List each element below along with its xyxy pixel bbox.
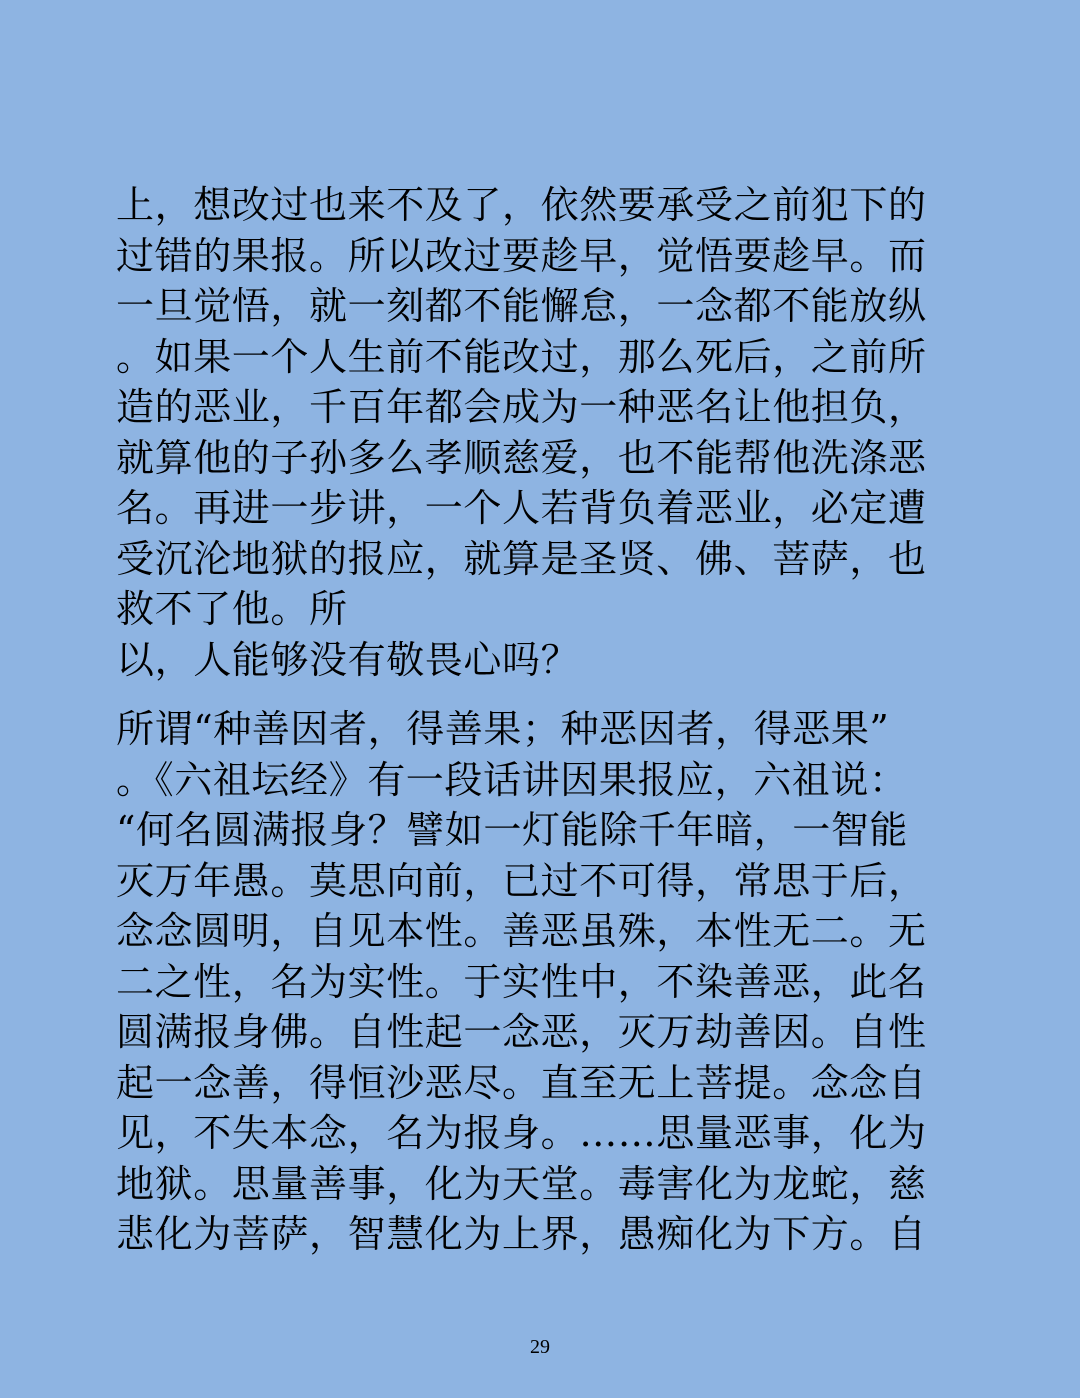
text-line: 上，想改过也来不及了，依然要承受之前犯下的 (116, 183, 927, 227)
text-line: 起一念善，得恒沙恶尽。直至无上菩提。念念自 (116, 1060, 927, 1105)
text-line: “何名圆满报身？譬如一灯能除千年暗，一智能 (116, 808, 909, 852)
paragraph-1 (116, 180, 927, 685)
text-line: 一旦觉悟，就一刻都不能懈怠，一念都不能放纵 (116, 284, 927, 328)
text-line: 造的恶业，千百年都会成为一种恶名让他担负， (116, 385, 927, 429)
text-line: 所谓“种善因者，得善果；种恶因者，得恶果” (116, 707, 890, 751)
text-line: 圆满报身佛。自性起一念恶，灭万劫善因。自性 (116, 1010, 927, 1054)
text-line: 名。再进一步讲，一个人若背负着恶业，必定遭 (116, 486, 927, 530)
text-line: 念念圆明，自见本性。善恶虽殊，本性无二。无 (116, 909, 927, 953)
text-line: 。如果一个人生前不能改过，那么死后，之前所 (116, 334, 927, 379)
text-line: 二之性，名为实性。于实性中，不染善恶，此名 (116, 959, 927, 1004)
text-line: 见，不失本念，名为报身。……思量恶事，化为 (116, 1111, 927, 1155)
text-line: 以，人能够没有敬畏心吗？ (116, 637, 580, 682)
text-line: 地狱。思量善事，化为天堂。毒害化为龙蛇，慈 (116, 1161, 927, 1206)
page-number: 29 (530, 1336, 550, 1358)
text-line: 受沉沦地狱的报应，就算是圣贤、佛、菩萨，也 (116, 536, 927, 581)
text-line: 灭万年愚。莫思向前，已过不可得，常思于后， (116, 858, 927, 903)
text-line: 救不了他。所 (116, 587, 348, 631)
text-line: 就算他的子孙多么孝顺慈爱，也不能帮他洗涤恶 (116, 435, 927, 480)
paragraph-2 (116, 704, 927, 1260)
text-line: 过错的果报。所以改过要趁早，觉悟要趁早。而 (116, 233, 927, 278)
text-line: 悲化为菩萨，智慧化为上界，愚痴化为下方。自 (116, 1212, 927, 1256)
text-line: 。《六祖坛经》有一段话讲因果报应，六祖说： (116, 757, 908, 802)
